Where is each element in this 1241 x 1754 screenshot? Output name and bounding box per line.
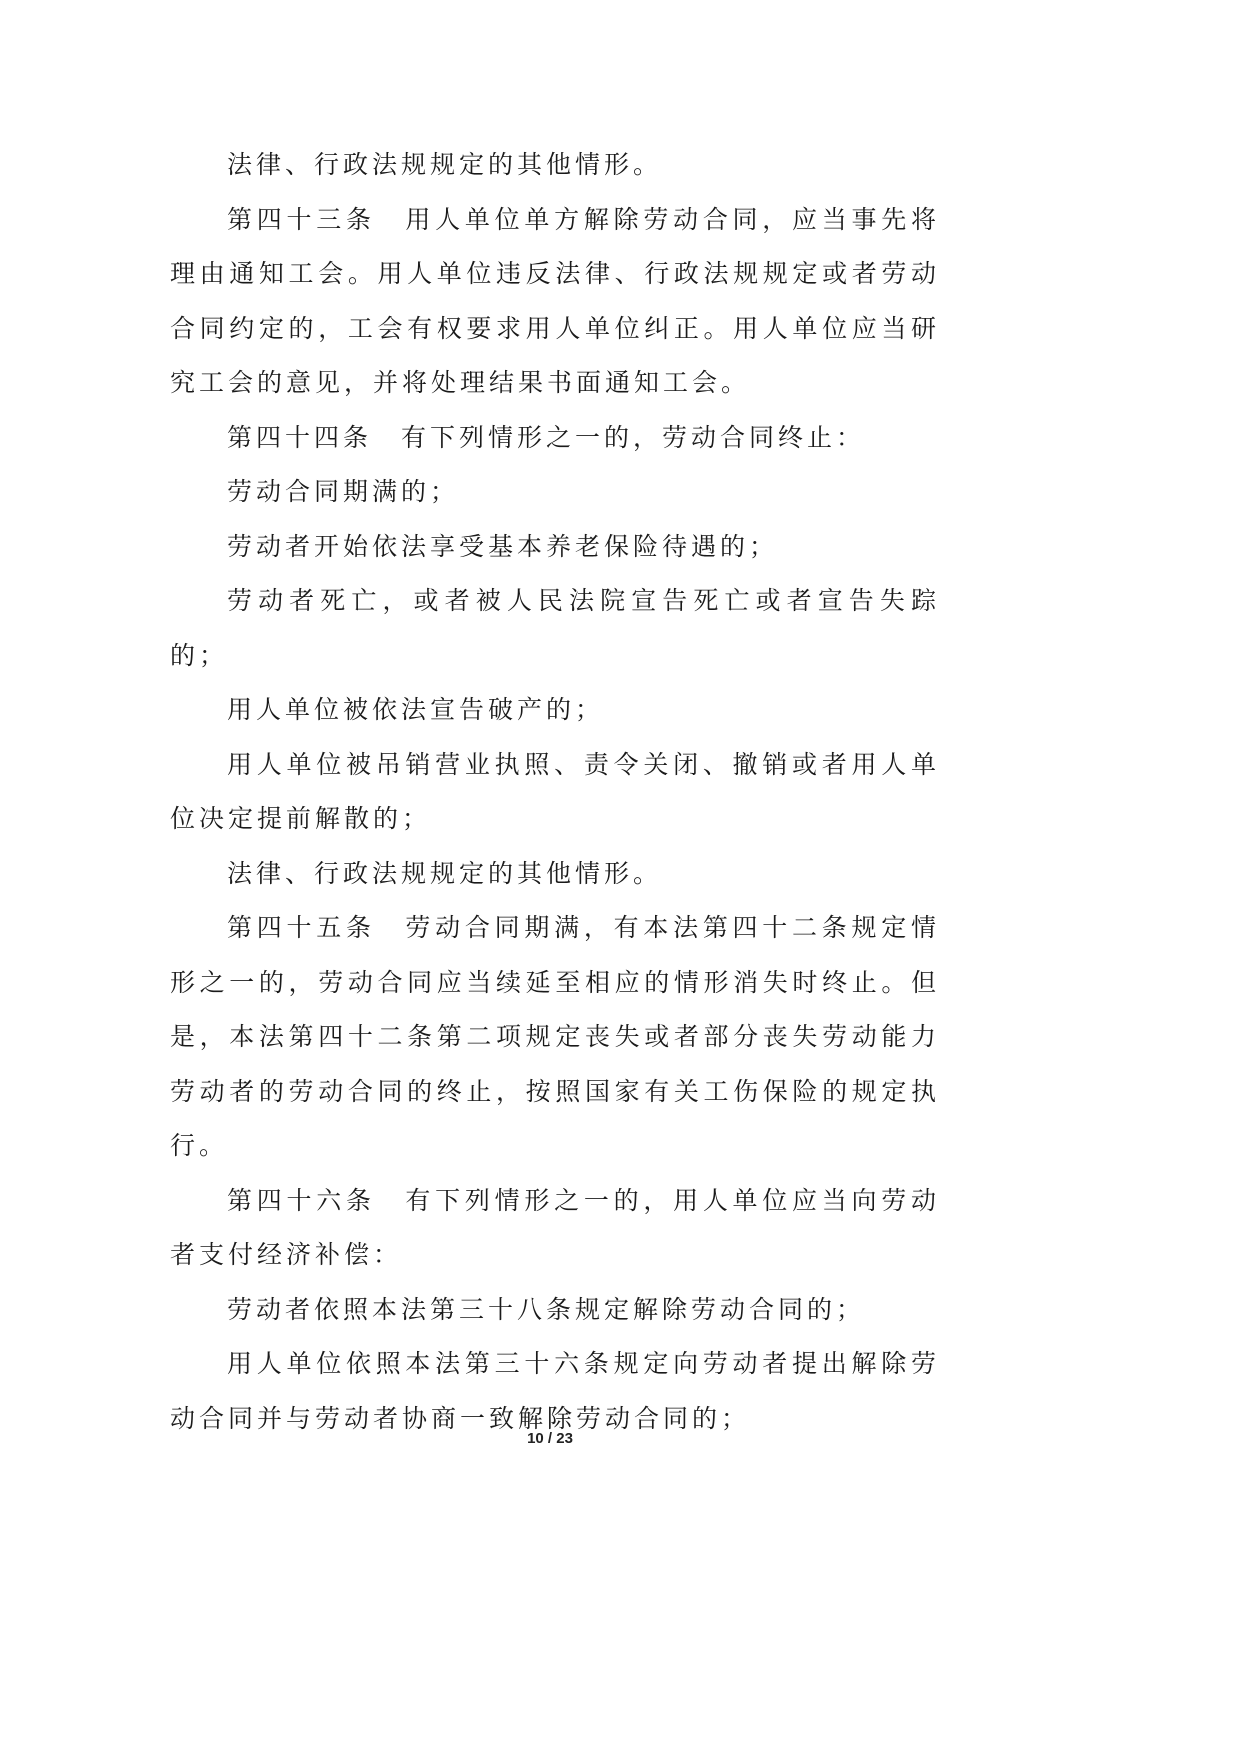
paragraph-article-46: 第四十六条 有下列情形之一的，用人单位应当向劳动者支付经济补偿： <box>170 1185 940 1269</box>
list-item: 劳动者死亡，或者被人民法院宣告死亡或者宣告失踪的； <box>170 586 940 670</box>
paragraph-article-44: 第四十四条 有下列情形之一的，劳动合同终止： <box>227 422 866 452</box>
list-item: 用人单位依照本法第三十六条规定向劳动者提出解除劳动合同并与劳动者协商一致解除劳动合同的； <box>170 1349 940 1433</box>
list-item: 劳动者开始依法享受基本养老保险待遇的； <box>227 531 779 561</box>
paragraph-article-45: 第四十五条 劳动合同期满，有本法第四十二条规定情形之一的，劳动合同应当续延至相应的情形消失时终止。但是，本法第四十二条第二项规定丧失或者部分丧失劳动能力劳动者的劳动合同的终止，按照国家有关工伤保险的规定执行。 <box>170 913 940 1160</box>
list-item: 法律、行政法规规定的其他情形。 <box>227 858 663 888</box>
list-item: 劳动者依照本法第三十八条规定解除劳动合同的； <box>227 1294 866 1324</box>
paragraph-article-43: 第四十三条 用人单位单方解除劳动合同，应当事先将理由通知工会。用人单位违反法律、行政法规规定或者劳动合同约定的，工会有权要求用人单位纠正。用人单位应当研究工会的意见，并将处理结果书面通知工会。 <box>170 204 940 397</box>
page-number: 10 / 23 <box>527 1430 573 1447</box>
list-item: 劳动合同期满的； <box>227 477 460 506</box>
paragraph: 法律、行政法规规定的其他情形。 <box>227 150 663 179</box>
list-item: 用人单位被吊销营业执照、责令关闭、撤销或者用人单位决定提前解散的； <box>170 749 940 833</box>
list-item: 用人单位被依法宣告破产的； <box>227 695 605 724</box>
document-body <box>170 138 940 1446</box>
